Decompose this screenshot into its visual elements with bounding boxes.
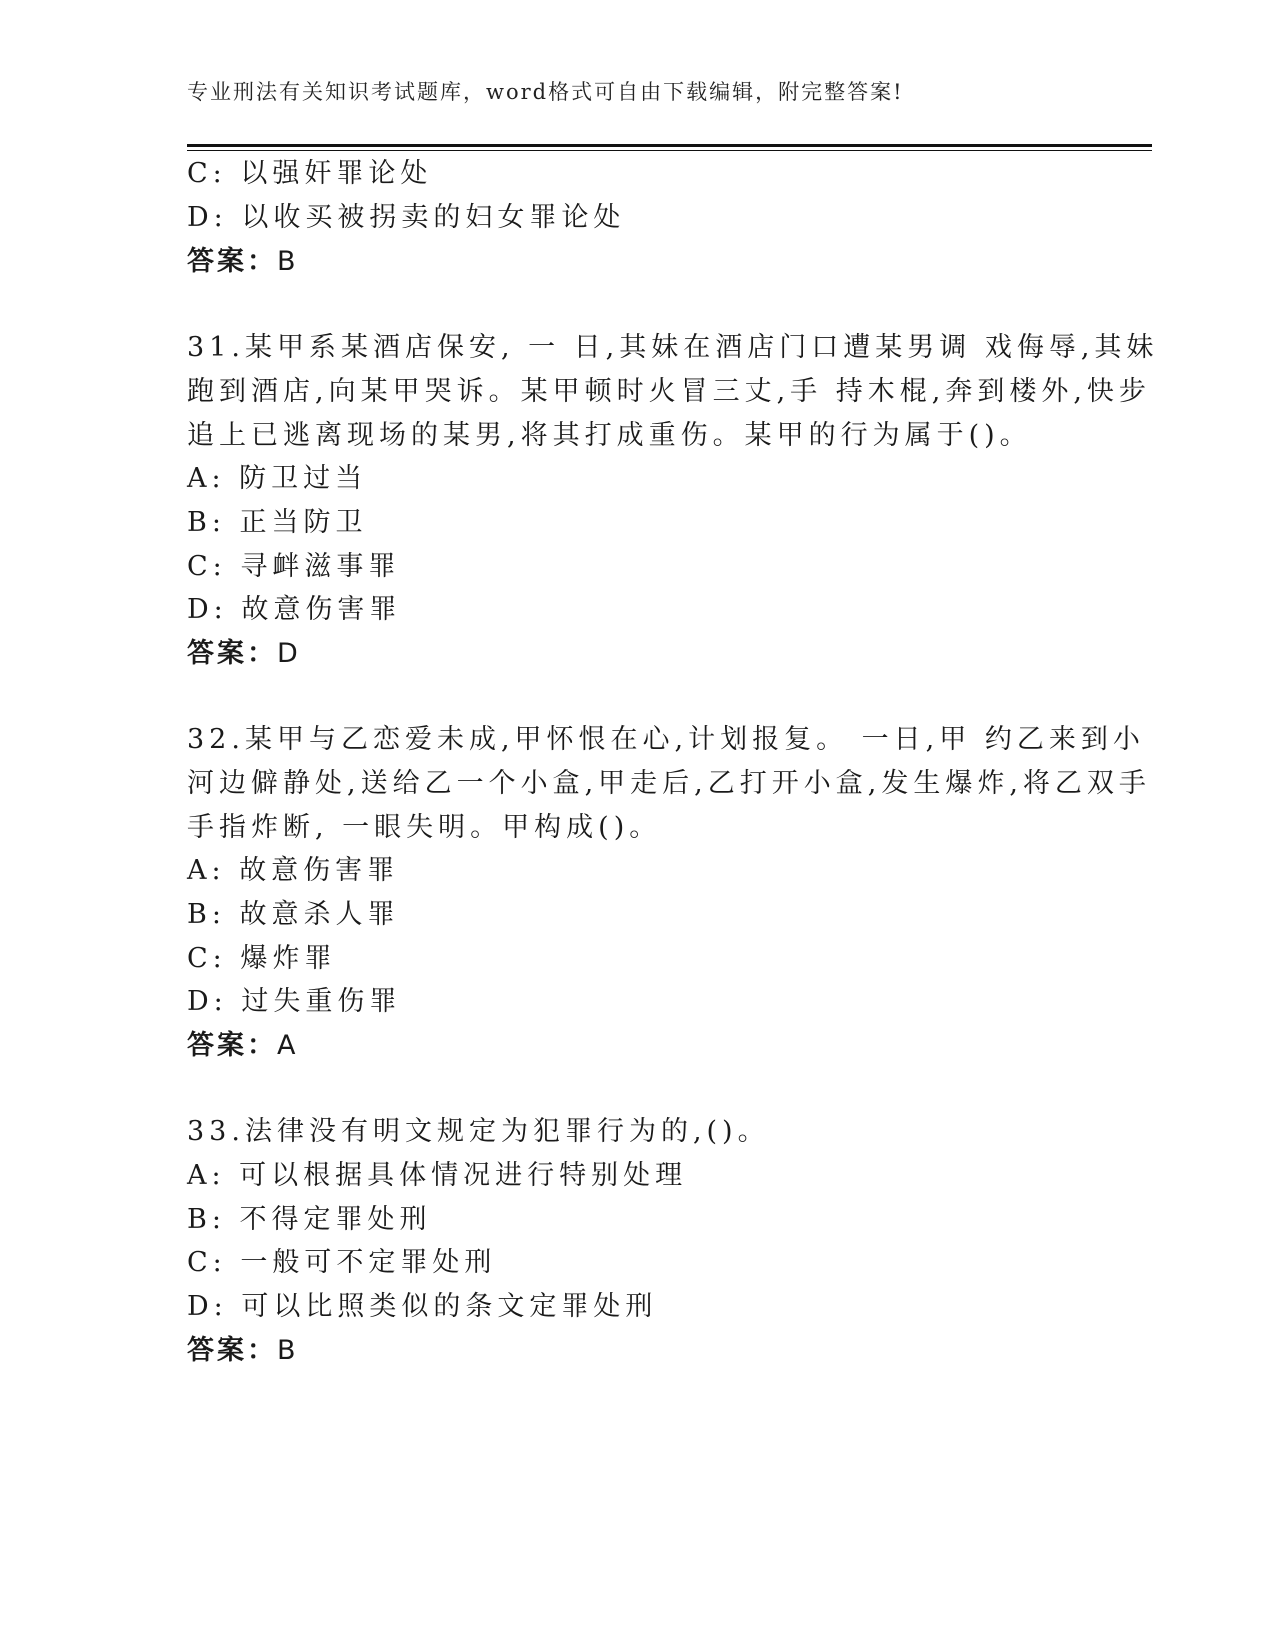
header-rule-thick [187,144,1152,147]
prev-answer [187,248,299,275]
q31-option-d: D: 故意伤害罪 [187,594,402,625]
answer-value: B [277,1335,299,1366]
q32-option-b: B: 故意杀人罪 [187,899,400,930]
q31-option-c: C: 寻衅滋事罪 [187,551,401,582]
q31-option-a: A: 防卫过当 [187,463,368,494]
q33-option-d: D: 可以比照类似的条文定罪处刑 [187,1291,658,1322]
q31-stem-line-3: 追上已逃离现场的某男,将其打成重伤。某甲的行为属于()。 [187,420,1032,451]
q32-option-d: D: 过失重伤罪 [187,986,402,1017]
q32-option-c: C: 爆炸罪 [187,943,337,974]
q33-stem-line-1: 33.法律没有明文规定为犯罪行为的,()。 [187,1116,770,1147]
q33-option-a: A: 可以根据具体情况进行特别处理 [187,1160,688,1191]
q33-answer [187,1337,299,1364]
q32-option-a: A: 故意伤害罪 [187,855,400,886]
answer-label: 答案： [187,1030,277,1061]
page-header: 专业刑法有关知识考试题库，word格式可自由下载编辑，附完整答案! [187,80,904,104]
q31-option-b: B: 正当防卫 [187,507,368,538]
q31-stem-line-1: 31.某甲系某酒店保安, 一 日,其妹在酒店门口遭某男调 戏侮辱,其妹 [187,332,1159,363]
q31-answer [187,640,301,667]
q32-stem-line-2: 河边僻静处,送给乙一个小盒,甲走后,乙打开小盒,发生爆炸,将乙双手 [187,768,1151,799]
q32-answer [187,1032,298,1059]
answer-label: 答案： [187,1335,277,1366]
q32-stem-line-1: 32.某甲与乙恋爱未成,甲怀恨在心,计划报复。 一日,甲 约乙来到小 [187,724,1145,755]
q33-option-b: B: 不得定罪处刑 [187,1204,432,1235]
prev-option-c: C: 以强奸罪论处 [187,158,433,189]
q32-stem-line-3: 手指炸断, 一眼失明。甲构成()。 [187,812,662,843]
answer-value: D [277,638,301,669]
prev-option-d: D: 以收买被拐卖的妇女罪论处 [187,202,626,233]
answer-value: A [277,1030,299,1061]
q33-option-c: C: 一般可不定罪处刑 [187,1247,497,1278]
answer-label: 答案： [187,638,277,669]
answer-value: B [277,246,299,277]
answer-label: 答案： [187,246,277,277]
header-rule-thin [187,150,1152,151]
q31-stem-line-2: 跑到酒店,向某甲哭诉。某甲顿时火冒三丈,手 持木棍,奔到楼外,快步 [187,376,1151,407]
